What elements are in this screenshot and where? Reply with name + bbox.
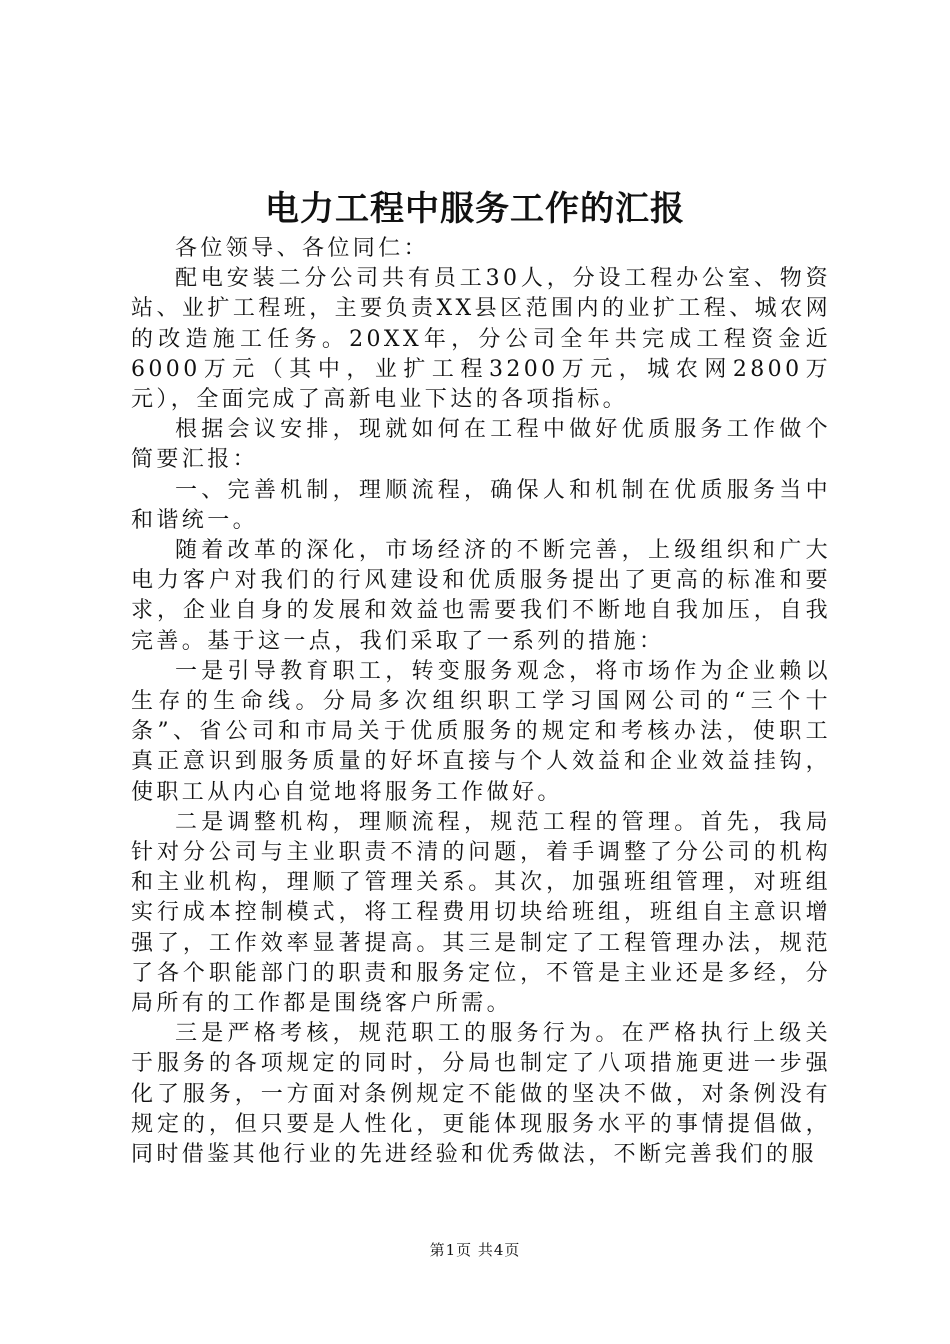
paragraph-measure-1: 一是引导教育职工，转变服务观念，将市场作为企业赖以生存的生命线。分局多次组织职工学习国网公司的“三个十条”、省公司和市局关于优质服务的规定和考核办法，使职工真正意识到服务质量的好坏直接与个人效益和企业效益挂钩，使职工从内心自觉地将服务工作做好。 [131, 658, 831, 805]
document-body [131, 234, 831, 1170]
document-title: 电力工程中服务工作的汇报 [265, 189, 685, 229]
paragraph-measure-2: 二是调整机构，理顺流程，规范工程的管理。首先，我局针对分公司与主业职责不清的问题，着手调整了分公司的机构和主业机构，理顺了管理关系。其次，加强班组管理，对班组实行成本控制模式，将工程费用切块给班组，班组自主意识增强了，工作效率显著提高。其三是制定了工程管理办法，规范了各个职能部门的职责和服务定位，不管是主业还是多经，分局所有的工作都是围绕客户所需。 [131, 809, 831, 1017]
section-heading-1: 一、完善机制，理顺流程，确保人和机制在优质服务当中和谐统一。 [131, 477, 831, 533]
paragraph-purpose: 根据会议安排，现就如何在工程中做好优质服务工作做个简要汇报： [131, 417, 831, 473]
paragraph-measure-3: 三是严格考核，规范职工的服务行为。在严格执行上级关于服务的各项规定的同时，分局也制定了八项措施更进一步强化了服务，一方面对条例规定不能做的坚决不做，对条例没有规定的，但只要是人性化，更能体现服务水平的事情提倡做，同时借鉴其他行业的先进经验和优秀做法，不断完善我们的服 [131, 1021, 831, 1168]
paragraph-context: 随着改革的深化，市场经济的不断完善，上级组织和广大电力客户对我们的行风建设和优质服务提出了更高的标准和要求，企业自身的发展和效益也需要我们不断地自我加压，自我完善。基于这一点，我们采取了一系列的措施： [131, 538, 831, 654]
salutation: 各位领导、各位同仁： [175, 236, 430, 261]
page-number-footer: 第1页 共4页 [429, 1241, 521, 1259]
paragraph-intro: 配电安装二分公司共有员工30人，分设工程办公室、物资站、业扩工程班，主要负责XX县区范围内的业扩工程、城农网的改造施工任务。20XX年，分公司全年共完成工程资金近6000万元（其中，业扩工程3200万元，城农网2800万元），全面完成了高新电业下达的各项指标。 [131, 266, 831, 413]
